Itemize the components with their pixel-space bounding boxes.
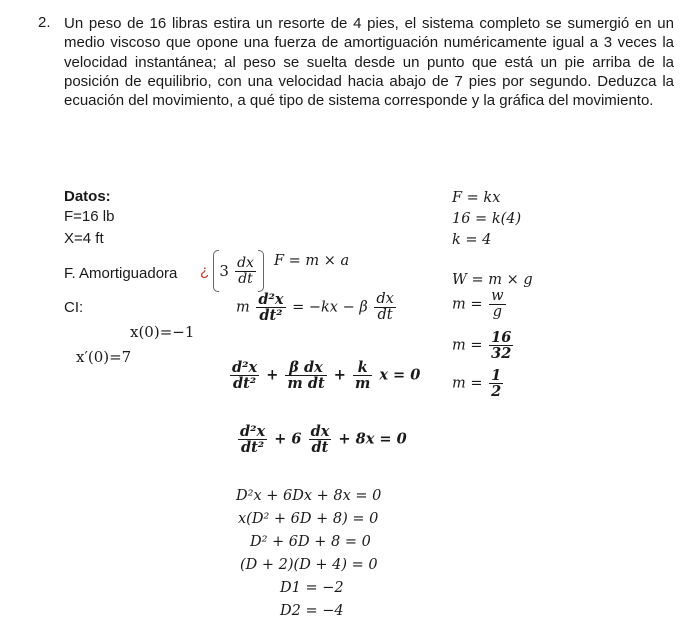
damping-coef: 3 bbox=[219, 262, 229, 280]
mass-32: 32 bbox=[491, 345, 512, 363]
eq-normalized bbox=[228, 360, 420, 391]
eq1-den: dt² bbox=[259, 307, 283, 325]
characteristic-eq: D² + 6D + 8 = 0 bbox=[250, 534, 371, 550]
hooke-law: F = kx bbox=[452, 190, 501, 206]
eq2-num2 bbox=[285, 360, 326, 376]
eq2-dt: dt bbox=[307, 375, 325, 393]
datos-force: F=16 lb bbox=[64, 208, 115, 225]
eq-substituted bbox=[236, 424, 407, 455]
problem-number: 2. bbox=[38, 14, 51, 31]
eq-newton-damped bbox=[236, 292, 398, 323]
mass-frac-2 bbox=[489, 330, 513, 361]
eq2-beta: β bbox=[289, 359, 299, 376]
eq2-frac1 bbox=[230, 360, 259, 391]
eq3-frac1 bbox=[238, 424, 267, 455]
weight-law: W = m × g bbox=[452, 272, 533, 288]
mass-eq-3 bbox=[452, 368, 505, 399]
root-1: D1 = −2 bbox=[280, 580, 344, 596]
damping-expression bbox=[200, 250, 264, 292]
operator-eq-2: x(D² + 6D + 8) = 0 bbox=[238, 511, 379, 527]
eq3-dt: dt bbox=[311, 439, 329, 457]
eq2-rhs: x = 0 bbox=[379, 366, 421, 384]
eq2-m2: m bbox=[354, 375, 371, 393]
right-bracket bbox=[258, 250, 264, 292]
eq1-frac2 bbox=[374, 292, 395, 323]
eq2-num1: d²x bbox=[232, 359, 258, 376]
mass-frac-3 bbox=[489, 368, 503, 399]
problem-statement: Un peso de 16 libras estira un resorte de 4 pies, el sistema completo se sumergió en un medio viscoso que opone una fuerza de amortiguación numéricamente igual a 3 veces la velocidad instantánea; al peso se suelta desde un punto que está un pie arriba de la posición de equilibrio, con una velocidad hacia abajo de 7 pies por segundo. Deduzca la ecuación del movimiento, a qué tipo de sistema corresponde y la gráfica del movimiento. bbox=[64, 15, 674, 110]
eq3-six: + 6 bbox=[274, 430, 302, 448]
root-2: D2 = −4 bbox=[280, 603, 344, 619]
eq2-dx: dx bbox=[304, 359, 323, 376]
mass-eq-1 bbox=[452, 289, 508, 320]
eq1-frac bbox=[256, 292, 285, 323]
k-value: k = 4 bbox=[452, 232, 492, 248]
eq2-m: m bbox=[287, 375, 303, 393]
factored-eq: (D + 2)(D + 4) = 0 bbox=[240, 557, 378, 573]
frac-num: dx bbox=[237, 254, 254, 271]
eq3-dx: dx bbox=[310, 423, 330, 440]
m-eq-label-1: m = bbox=[452, 296, 483, 313]
mass-eq-2 bbox=[452, 330, 515, 361]
eq1-dx: dx bbox=[376, 291, 394, 307]
damping-label: F. Amortiguadora bbox=[64, 265, 178, 282]
newton-law: F = m × a bbox=[274, 253, 350, 269]
eq2-plus2: + bbox=[333, 366, 346, 384]
eq1-dt: dt bbox=[377, 307, 393, 324]
mass-1: 1 bbox=[491, 367, 502, 384]
eq3-frac2 bbox=[309, 424, 332, 455]
eq3-rhs: + 8x = 0 bbox=[338, 430, 407, 448]
m-eq-label-3: m = bbox=[452, 375, 483, 392]
hooke-substituted: 16 = k(4) bbox=[452, 211, 522, 227]
eq2-plus1: + bbox=[266, 366, 279, 384]
damping-fraction bbox=[235, 256, 256, 286]
eq1-m: m bbox=[236, 299, 250, 316]
datos-stretch: X=4 ft bbox=[64, 230, 104, 247]
mass-2: 2 bbox=[491, 383, 502, 401]
mass-g: g bbox=[492, 304, 502, 321]
eq3-num1: d²x bbox=[240, 423, 266, 440]
eq2-frac2 bbox=[285, 360, 326, 391]
eq2-den2 bbox=[285, 376, 326, 391]
eq2-den1: dt² bbox=[232, 375, 257, 393]
eq1-num: d²x bbox=[258, 291, 284, 308]
ci-position: x(0)=−1 bbox=[130, 323, 195, 341]
mass-frac-1 bbox=[489, 289, 505, 320]
mass-w: w bbox=[491, 288, 504, 304]
damping-glyph: ¿ bbox=[200, 262, 210, 280]
mass-16: 16 bbox=[491, 329, 512, 346]
eq3-den1: dt² bbox=[240, 439, 265, 457]
eq1-rhs: = −kx − β bbox=[292, 299, 368, 316]
ci-velocity: x′(0)=7 bbox=[76, 348, 132, 366]
eq2-k: k bbox=[353, 360, 372, 376]
ci-label: CI: bbox=[64, 299, 84, 316]
m-eq-label-2: m = bbox=[452, 337, 483, 354]
eq2-frac3 bbox=[353, 360, 372, 391]
operator-eq-1: D²x + 6Dx + 8x = 0 bbox=[236, 488, 382, 504]
frac-den: dt bbox=[238, 270, 253, 287]
datos-title: Datos: bbox=[64, 188, 111, 205]
